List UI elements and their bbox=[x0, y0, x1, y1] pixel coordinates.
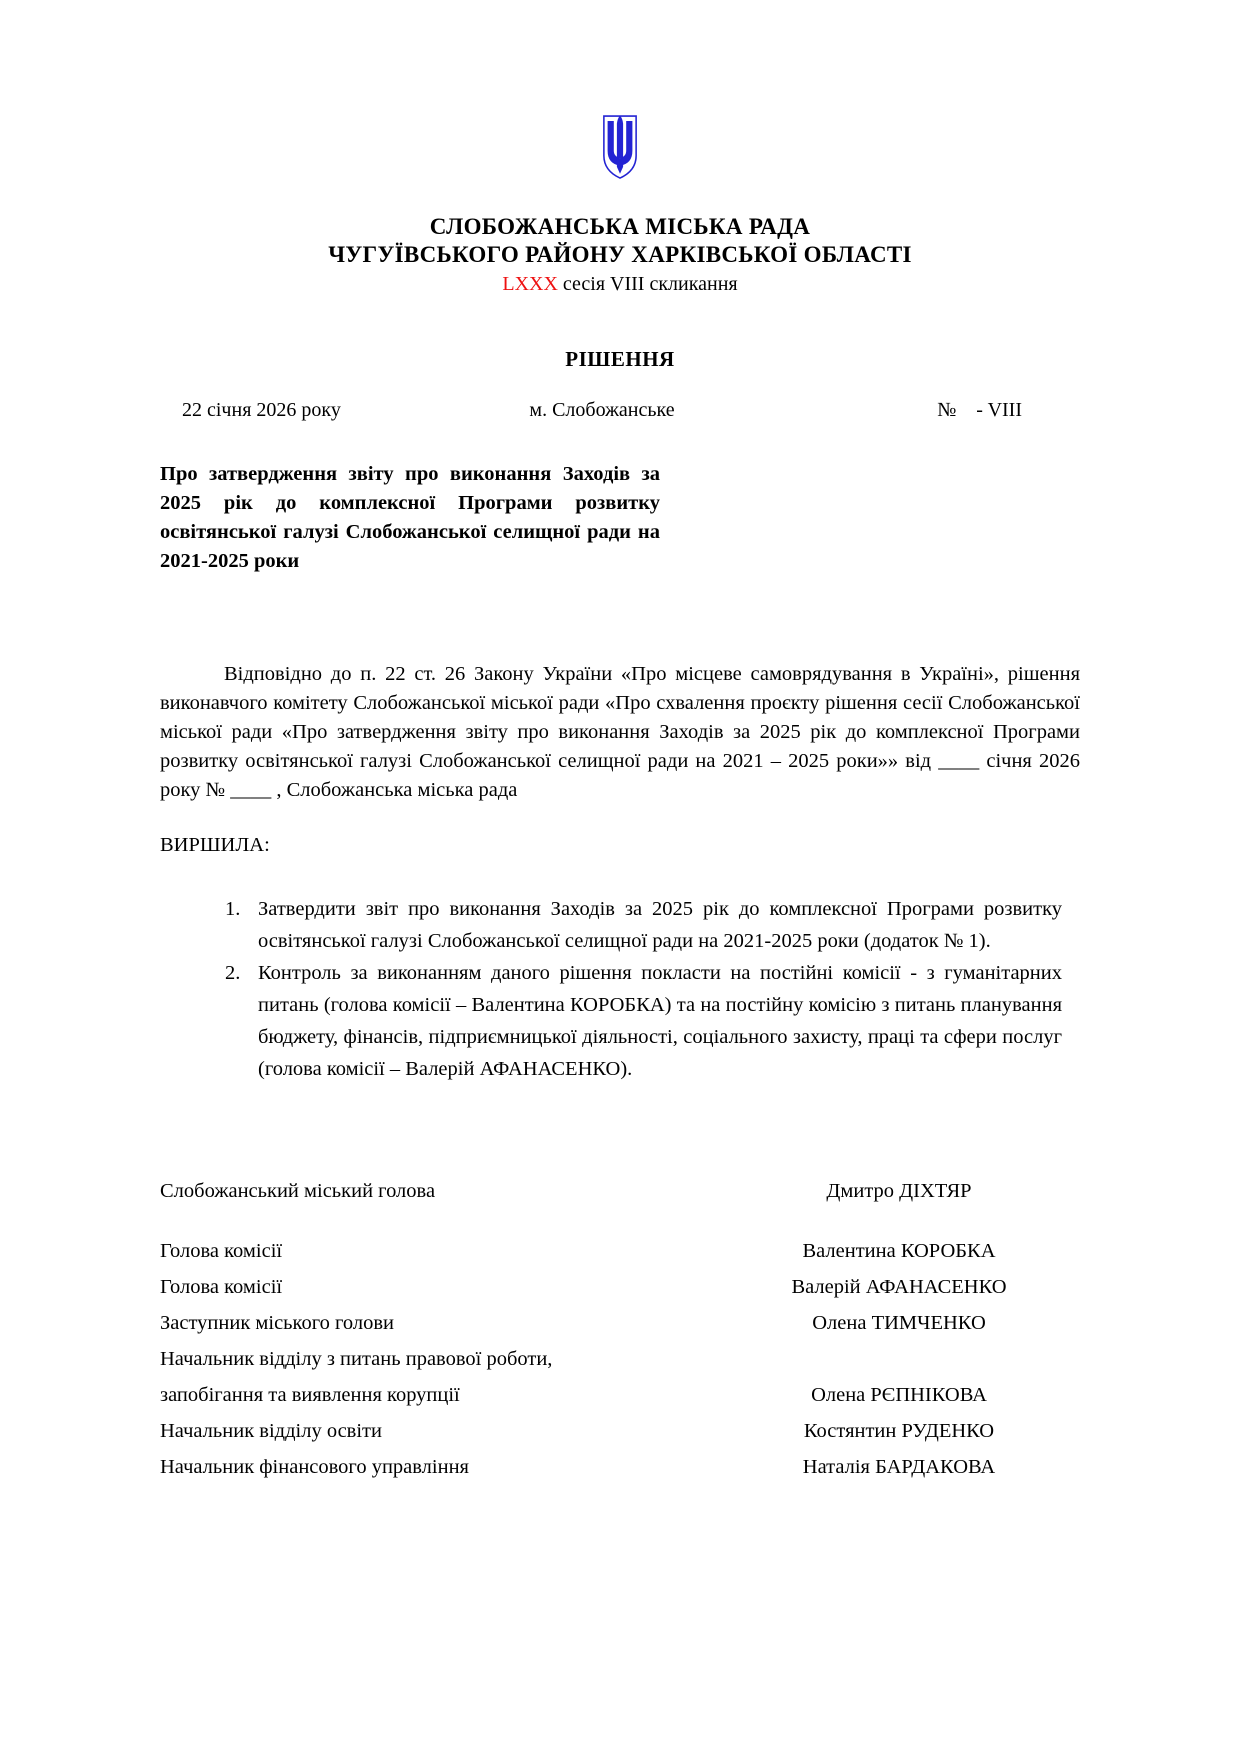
signature-title: Голова комісії bbox=[160, 1240, 283, 1262]
resolved-word: ВИРШИЛА: bbox=[160, 834, 270, 856]
org-name-line1: СЛОБОЖАНСЬКА МІСЬКА РАДА bbox=[429, 214, 811, 239]
signature-title: Слобожанський міський голова bbox=[160, 1180, 436, 1202]
signature-name: Костянтин РУДЕНКО bbox=[803, 1420, 995, 1442]
meta-row bbox=[160, 399, 1080, 422]
signature-row bbox=[160, 1377, 1080, 1413]
document-type-heading: РІШЕННЯ bbox=[565, 347, 675, 371]
document-title: Про затвердження звіту про виконання Заходів за 2025 рік до комплексної Програми розвитку освітянської галузі Слобожанської селищної ради на 2021-2025 роки bbox=[160, 463, 660, 572]
signature-name: Олена РЄПНІКОВА bbox=[811, 1384, 987, 1406]
signature-spacer bbox=[160, 1209, 1080, 1233]
signature-row bbox=[160, 1449, 1080, 1485]
signature-title: Начальник відділу з питань правової роботи, bbox=[160, 1348, 553, 1370]
signature-title: Заступник міського голови bbox=[160, 1312, 394, 1334]
session-text: сесія VIII скликання bbox=[557, 273, 738, 295]
emblem-container bbox=[0, 0, 1240, 205]
list-item-text: Затвердити звіт про виконання Заходів за 2025 рік до комплексної Програми розвитку освітянської галузі Слобожанської селищної ради на 2021-2025 роки (додаток № 1). bbox=[258, 898, 1062, 952]
signature-title: Голова комісії bbox=[160, 1276, 283, 1298]
signature-row bbox=[160, 1341, 1080, 1377]
signature-name bbox=[754, 1341, 1044, 1377]
document-number: № - VIII bbox=[937, 399, 1022, 421]
signature-row bbox=[160, 1233, 1080, 1269]
list-item-number: 2. bbox=[225, 962, 241, 984]
list-item bbox=[160, 893, 1062, 957]
signature-title: Начальник відділу освіти bbox=[160, 1420, 382, 1442]
org-name-line2: ЧУГУЇВСЬКОГО РАЙОНУ ХАРКІВСЬКОЇ ОБЛАСТІ bbox=[328, 242, 912, 267]
signature-row bbox=[160, 1269, 1080, 1305]
signature-row bbox=[160, 1305, 1080, 1341]
document-date: 22 січня 2026 року bbox=[182, 399, 341, 421]
document-place: м. Слобожанське bbox=[529, 399, 675, 421]
session-line bbox=[0, 271, 1240, 297]
signature-row bbox=[160, 1173, 1080, 1209]
list-item-text: Контроль за виконанням даного рішення покласти на постійні комісії - з гуманітарних питань (голова комісії – Валентина КОРОБКА) та на постійну комісію з питань планування бюджету, фінансів, підприємницької діяльності, соціального захисту, праці та сфери послуг (голова комісії – Валерій АФАНАСЕНКО). bbox=[258, 962, 1062, 1080]
signature-name: Валерій АФАНАСЕНКО bbox=[791, 1276, 1007, 1298]
signature-title: запобігання та виявлення корупції bbox=[160, 1384, 460, 1406]
signature-block bbox=[160, 1173, 1080, 1485]
session-number: LXXX bbox=[502, 273, 558, 295]
signature-name: Дмитро ДІХТЯР bbox=[826, 1180, 972, 1202]
list-item-number: 1. bbox=[225, 898, 241, 920]
ukraine-trident-emblem-icon bbox=[589, 104, 651, 200]
decision-items-list bbox=[160, 893, 1080, 1085]
signature-row bbox=[160, 1413, 1080, 1449]
signature-name: Валентина КОРОБКА bbox=[802, 1240, 996, 1262]
preamble-paragraph: Відповідно до п. 22 ст. 26 Закону України «Про місцеве самоврядування в Україні», рішення виконавчого комітету Слобожанської міської ради «Про схвалення проєкту рішення сесії Слобожанської міської ради «Про затвердження звіту про виконання Заходів за 2025 рік до комплексної Програми розвитку освітянської галузі Слобожанської селищної ради на 2021 – 2025 роки»» від ____ січня 2026 року № ____ , Слобожанська міська рада bbox=[160, 663, 1080, 801]
list-item bbox=[160, 957, 1062, 1085]
signature-title: Начальник фінансового управління bbox=[160, 1456, 469, 1478]
signature-name: Олена ТИМЧЕНКО bbox=[812, 1312, 986, 1334]
signature-name: Наталія БАРДАКОВА bbox=[802, 1456, 996, 1478]
